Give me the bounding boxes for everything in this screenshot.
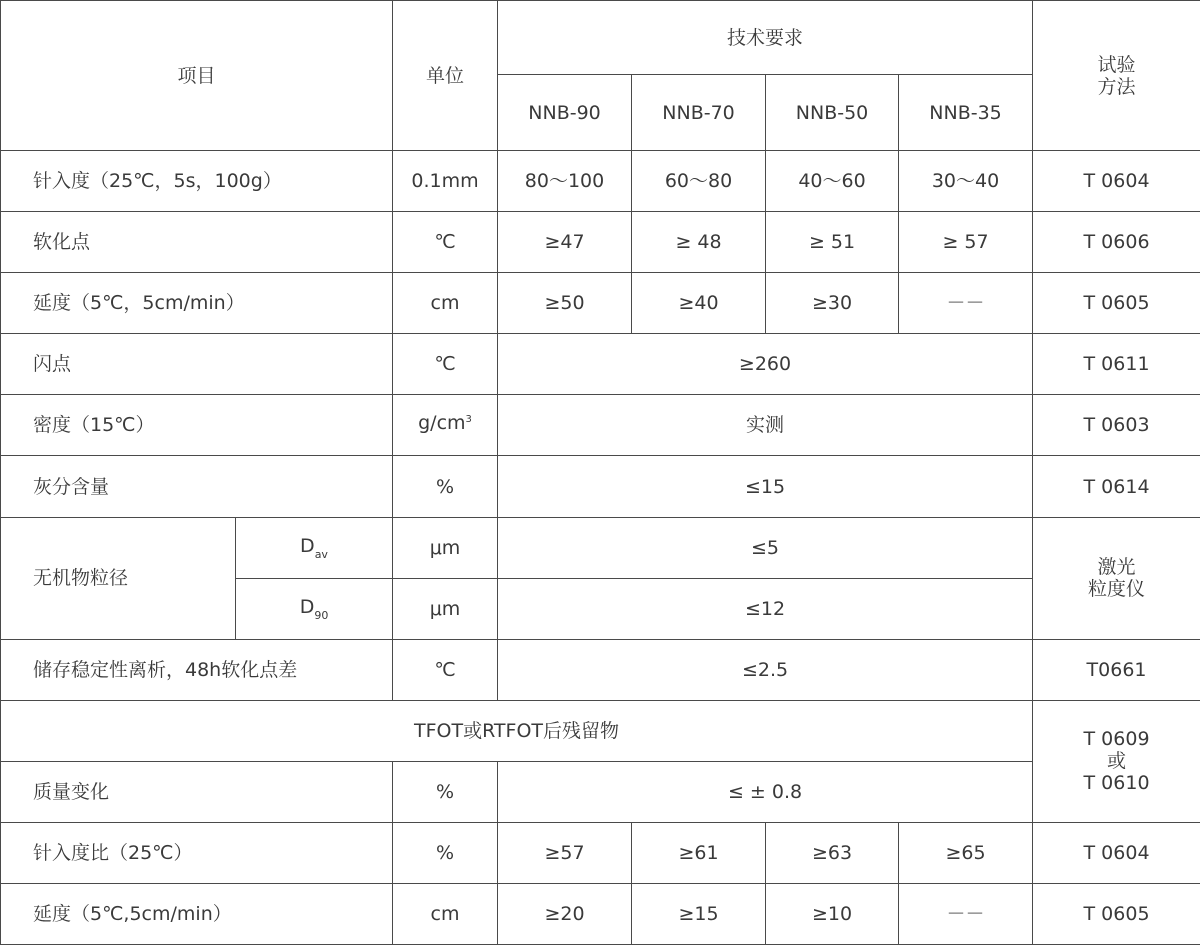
row-unit: %	[393, 456, 498, 517]
row-value: ≥40	[632, 273, 766, 334]
row-method: T 0603	[1033, 395, 1200, 456]
row-unit: cm	[393, 883, 498, 944]
table-row	[1, 456, 1200, 517]
row-value: 80～100	[498, 151, 632, 212]
grade-header: NNB-50	[766, 75, 899, 151]
table-row	[1, 761, 1200, 822]
row-item: 延度（5℃,5cm/min）	[1, 883, 393, 944]
row-value: ≤5	[498, 517, 1033, 578]
row-value: ≥260	[498, 334, 1033, 395]
row-item: 针入度比（25℃）	[1, 822, 393, 883]
row-value: ≥65	[899, 822, 1033, 883]
row-unit: μm	[393, 578, 498, 639]
row-value: ≥ 51	[766, 212, 899, 273]
table-row	[1, 273, 1200, 334]
table-row	[1, 395, 1200, 456]
row-method: T 0605	[1033, 273, 1200, 334]
row-item: 软化点	[1, 212, 393, 273]
section-title: TFOT或RTFOT后残留物	[1, 700, 1033, 761]
row-value: ≥ 57	[899, 212, 1033, 273]
row-item: 密度（15℃）	[1, 395, 393, 456]
row-method: T 0604	[1033, 151, 1200, 212]
unit-superscript: 3	[465, 414, 472, 426]
header-item: 项目	[1, 1, 393, 151]
row-unit: ℃	[393, 334, 498, 395]
table-row	[1, 151, 1200, 212]
row-value: ≥20	[498, 883, 632, 944]
row-method: T 0609 或 T 0610	[1033, 700, 1200, 822]
row-value: ≥61	[632, 822, 766, 883]
row-value: 30～40	[899, 151, 1033, 212]
row-value: ≤12	[498, 578, 1033, 639]
row-unit	[393, 395, 498, 456]
row-item: 灰分含量	[1, 456, 393, 517]
header-unit: 单位	[393, 1, 498, 151]
row-method: T 0606	[1033, 212, 1200, 273]
row-value: ≥50	[498, 273, 632, 334]
row-unit: %	[393, 761, 498, 822]
table-row	[1, 700, 1200, 761]
row-unit: 0.1mm	[393, 151, 498, 212]
row-value: －－	[899, 273, 1033, 334]
row-method: T 0604	[1033, 822, 1200, 883]
grade-header: NNB-35	[899, 75, 1033, 151]
row-unit: cm	[393, 273, 498, 334]
row-item: 延度（5℃，5cm/min）	[1, 273, 393, 334]
row-item: 针入度（25℃，5s，100g）	[1, 151, 393, 212]
table-row	[1, 639, 1200, 700]
row-value: 60～80	[632, 151, 766, 212]
row-method: T 0611	[1033, 334, 1200, 395]
row-value: ≥30	[766, 273, 899, 334]
row-value: ≥63	[766, 822, 899, 883]
row-value: ≤15	[498, 456, 1033, 517]
row-value: ≤2.5	[498, 639, 1033, 700]
table-row	[1, 883, 1200, 944]
row-unit: ℃	[393, 639, 498, 700]
unit-base: g/cm	[418, 412, 466, 435]
row-value: ≥57	[498, 822, 632, 883]
row-unit: %	[393, 822, 498, 883]
row-unit: ℃	[393, 212, 498, 273]
row-subitem	[236, 578, 393, 639]
subscript: av	[314, 548, 328, 562]
subscript: 90	[314, 609, 329, 623]
symbol: D	[300, 535, 315, 558]
row-method: T0661	[1033, 639, 1200, 700]
row-value: ≥10	[766, 883, 899, 944]
table-row	[1, 212, 1200, 273]
row-method: 激光 粒度仪	[1033, 517, 1200, 639]
grade-header: NNB-90	[498, 75, 632, 151]
row-value: 实测	[498, 395, 1033, 456]
row-unit: μm	[393, 517, 498, 578]
row-value: 40～60	[766, 151, 899, 212]
row-value: －－	[899, 883, 1033, 944]
symbol: D	[299, 596, 315, 619]
row-method: T 0614	[1033, 456, 1200, 517]
row-item: 无机物粒径	[1, 517, 236, 639]
table-row	[1, 822, 1200, 883]
row-value: ≥ 48	[632, 212, 766, 273]
table-row	[1, 517, 1200, 578]
table-row	[1, 334, 1200, 395]
header-test-method: 试验 方法	[1033, 1, 1200, 151]
grade-header: NNB-70	[632, 75, 766, 151]
header-tech-requirements: 技术要求	[498, 1, 1033, 75]
row-method: T 0605	[1033, 883, 1200, 944]
row-value: ≥47	[498, 212, 632, 273]
row-item: 质量变化	[1, 761, 393, 822]
row-subitem	[236, 517, 393, 578]
row-item: 储存稳定性离析，48h软化点差	[1, 639, 393, 700]
row-item: 闪点	[1, 334, 393, 395]
row-value: ≥15	[632, 883, 766, 944]
row-value: ≤ ± 0.8	[498, 761, 1033, 822]
